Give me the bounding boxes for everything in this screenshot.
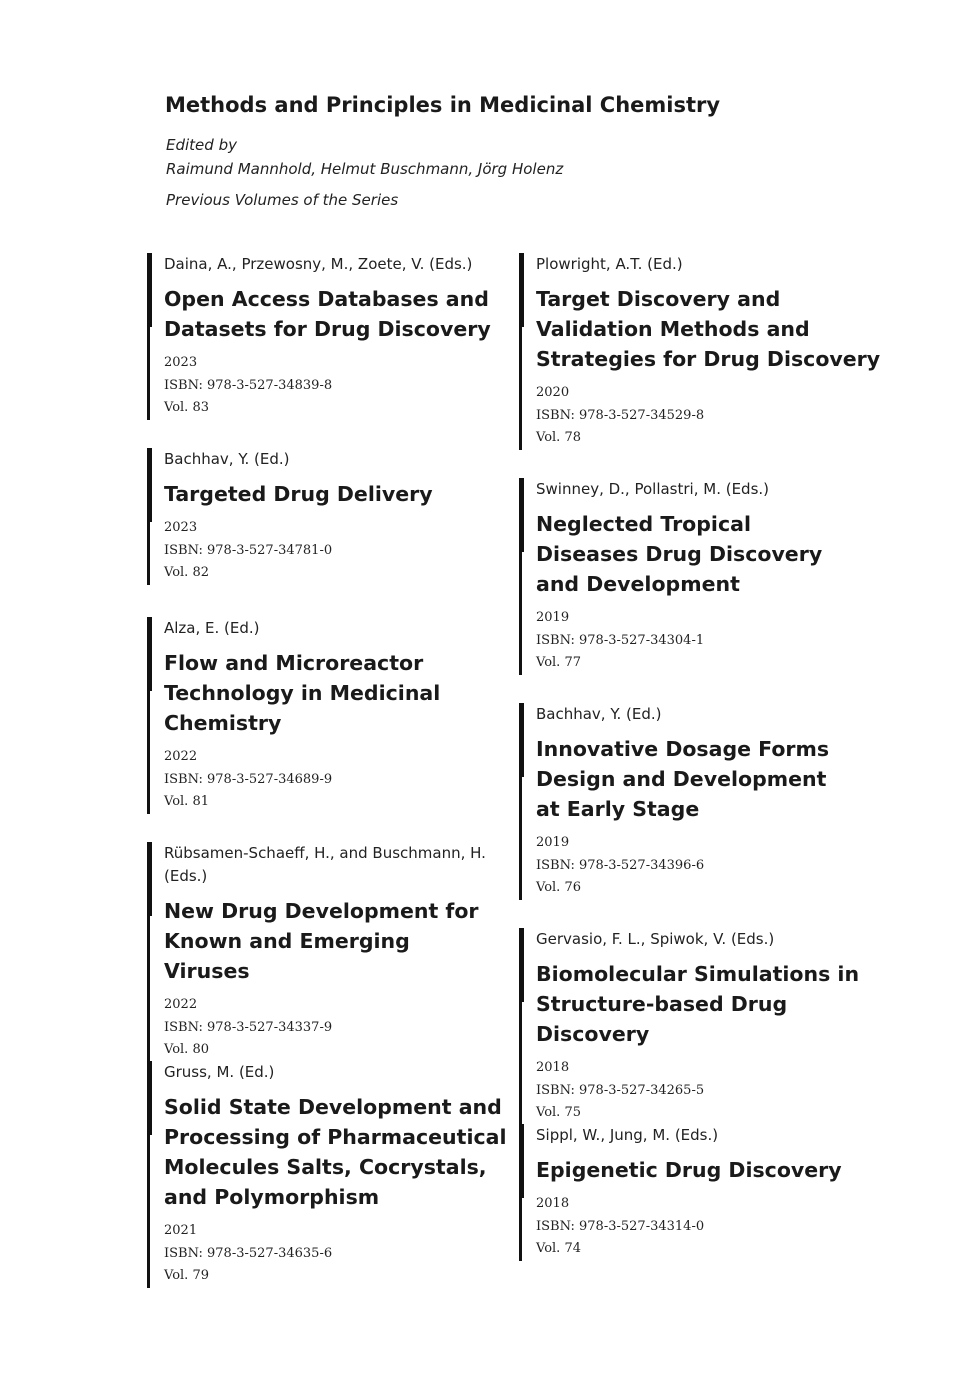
book-entry (147, 448, 509, 585)
book-volume: Vol. 79 (164, 1268, 209, 1283)
book-isbn: ISBN: 978-3-527-34337-9 (164, 1019, 333, 1035)
book-entry (519, 928, 881, 1125)
book-year: 2019 (536, 610, 570, 625)
book-authors: Bachhav, Y. (Ed.) (164, 450, 290, 468)
book-title: Neglected Tropical Diseases Drug Discovery and Development (536, 512, 823, 596)
book-isbn: ISBN: 978-3-527-34304-1 (536, 632, 705, 648)
book-title: Biomolecular Simulations in Structure-based Drug Discovery (536, 962, 860, 1046)
book-authors: Gervasio, F. L., Spiwok, V. (Eds.) (536, 930, 775, 948)
series-title: Methods and Principles in Medicinal Chemistry (165, 93, 721, 117)
entry-rule (519, 1124, 522, 1261)
book-isbn: ISBN: 978-3-527-34839-8 (164, 377, 333, 393)
book-authors: Alza, E. (Ed.) (164, 619, 260, 637)
book-entry (147, 1061, 509, 1288)
book-isbn: ISBN: 978-3-527-34781-0 (164, 542, 333, 558)
book-isbn: ISBN: 978-3-527-34314-0 (536, 1218, 705, 1234)
book-year: 2022 (164, 997, 198, 1012)
book-volume: Vol. 82 (164, 565, 209, 580)
book-title: Open Access Databases and Datasets for Drug Discovery (164, 287, 491, 341)
book-authors: Daina, A., Przewosny, M., Zoete, V. (Eds.) (164, 255, 473, 273)
book-volume: Vol. 77 (536, 655, 581, 670)
book-authors: Swinney, D., Pollastri, M. (Eds.) (536, 480, 770, 498)
book-title: Target Discovery and Validation Methods and Strategies for Drug Discovery (536, 287, 881, 371)
entry-rule (519, 703, 522, 900)
book-entry (147, 842, 494, 1062)
book-entry (519, 1124, 881, 1261)
book-volume: Vol. 75 (536, 1105, 581, 1120)
book-year: 2019 (536, 835, 570, 850)
book-title: Innovative Dosage Forms Design and Development at Early Stage (536, 737, 830, 821)
series-editors: Raimund Mannhold, Helmut Buschmann, Jörg Holenz (166, 160, 564, 178)
book-isbn: ISBN: 978-3-527-34396-6 (536, 857, 705, 873)
book-entry (519, 478, 846, 675)
entry-rule (147, 842, 150, 1062)
book-entry (519, 253, 881, 450)
entry-rule (519, 478, 522, 675)
book-volume: Vol. 81 (164, 794, 209, 809)
book-year: 2022 (164, 749, 198, 764)
book-isbn: ISBN: 978-3-527-34635-6 (164, 1245, 333, 1261)
entry-rule (519, 928, 522, 1125)
book-year: 2023 (164, 355, 198, 370)
book-entry (147, 253, 509, 420)
book-title: Solid State Development and Processing of Pharmaceutical Molecules Salts, Cocrystals, and Polymorphism (164, 1095, 507, 1209)
book-isbn: ISBN: 978-3-527-34265-5 (536, 1082, 705, 1098)
entry-rule (147, 617, 150, 814)
entry-rule (147, 253, 150, 420)
previous-volumes-label: Previous Volumes of the Series (166, 191, 399, 209)
edited-by-label: Edited by (166, 136, 237, 154)
book-entry (519, 703, 846, 900)
book-year: 2023 (164, 520, 198, 535)
book-authors: Bachhav, Y. (Ed.) (536, 705, 662, 723)
book-volume: Vol. 80 (164, 1042, 209, 1057)
book-volume: Vol. 78 (536, 430, 581, 445)
book-entry (147, 617, 464, 814)
book-year: 2020 (536, 385, 570, 400)
book-isbn: ISBN: 978-3-527-34529-8 (536, 407, 705, 423)
book-year: 2018 (536, 1196, 570, 1211)
book-authors: Gruss, M. (Ed.) (164, 1063, 275, 1081)
book-volume: Vol. 74 (536, 1241, 581, 1256)
book-year: 2021 (164, 1223, 198, 1238)
book-volume: Vol. 83 (164, 400, 209, 415)
book-title: Targeted Drug Delivery (164, 482, 433, 506)
book-authors: Sippl, W., Jung, M. (Eds.) (536, 1126, 719, 1144)
entry-rule (519, 253, 522, 450)
book-year: 2018 (536, 1060, 570, 1075)
book-title: New Drug Development for Known and Emerging Viruses (164, 899, 479, 983)
entry-rule (147, 1061, 150, 1288)
book-authors: Plowright, A.T. (Ed.) (536, 255, 683, 273)
entry-rule (147, 448, 150, 585)
book-authors: Rübsamen-Schaeff, H., and Buschmann, H.(Eds.) (164, 844, 486, 885)
book-isbn: ISBN: 978-3-527-34689-9 (164, 771, 333, 787)
book-title: Epigenetic Drug Discovery (536, 1158, 842, 1182)
book-title: Flow and Microreactor Technology in Medicinal Chemistry (164, 651, 441, 735)
book-volume: Vol. 76 (536, 880, 581, 895)
